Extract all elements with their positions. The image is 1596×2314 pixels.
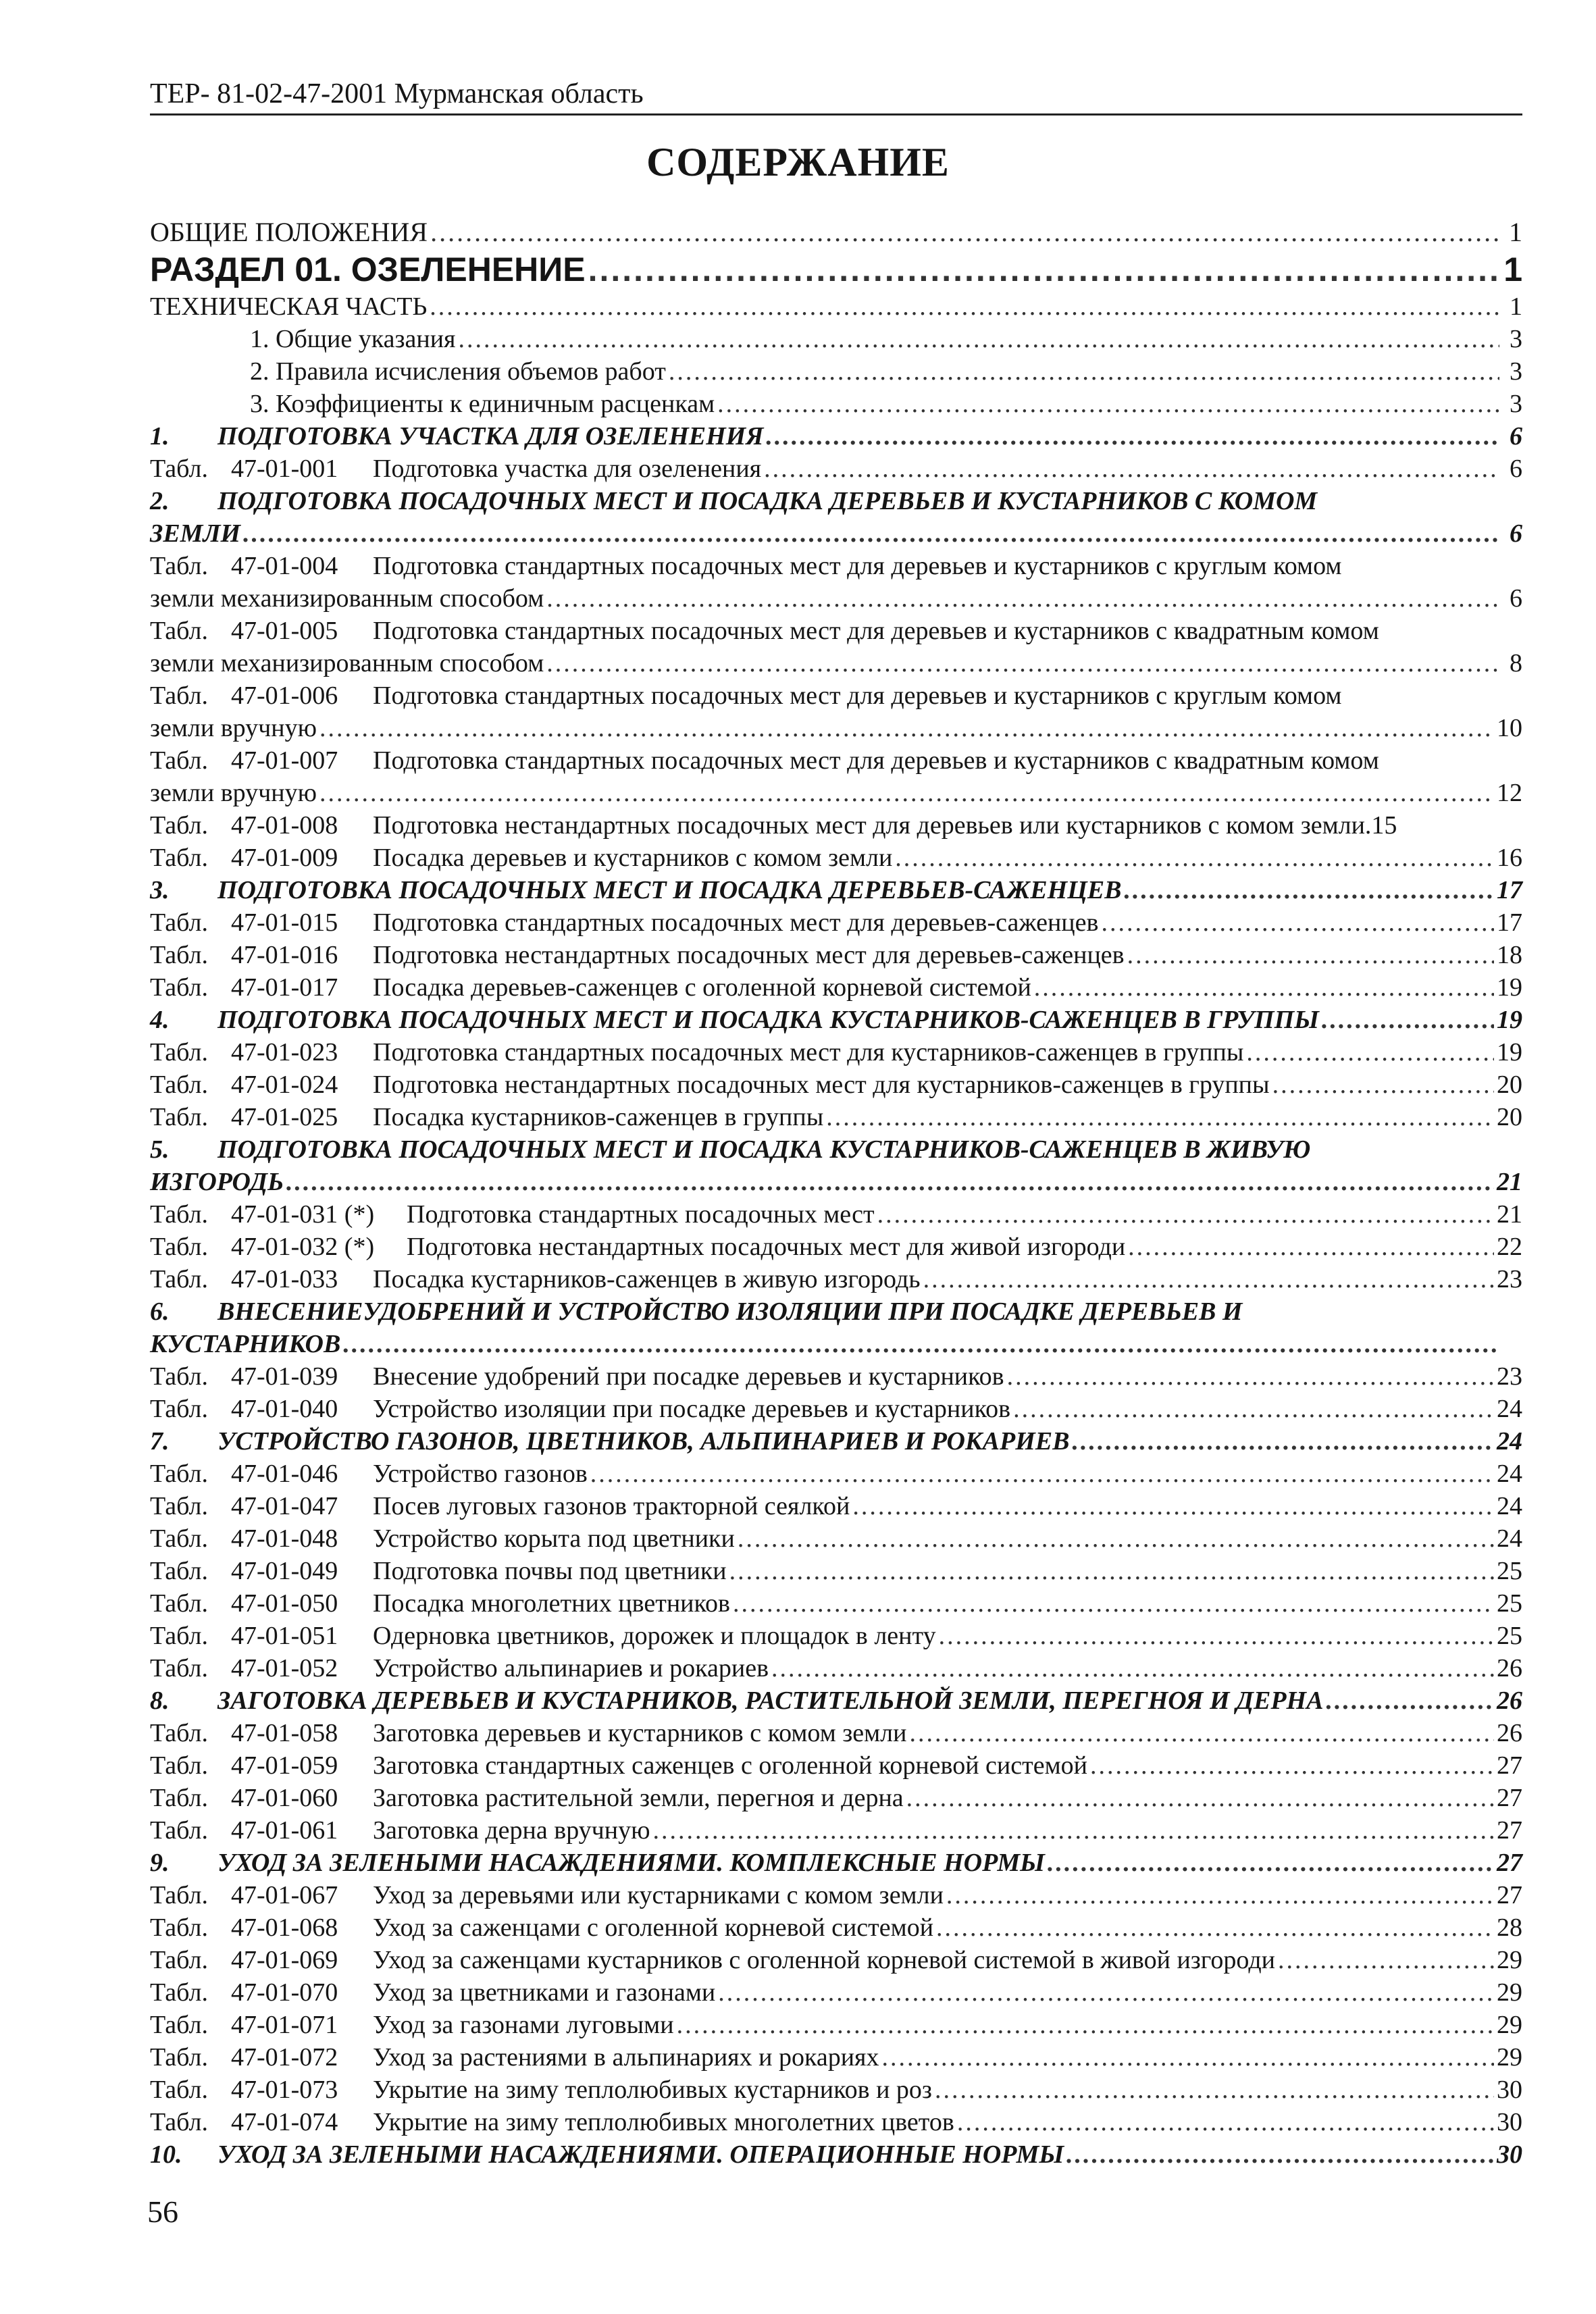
toc-table-entry-line2[interactable]: земли вручную ..... 12 — [150, 777, 1522, 809]
toc-table-entry[interactable]: Табл. 47-01-039 Внесение удобрений при посадке деревьев и кустарников ..... 23 — [150, 1360, 1522, 1393]
toc-table-entry[interactable]: Табл. 47-01-051 Одерновка цветников, дорожек и площадок в ленту ..... 25 — [150, 1620, 1522, 1652]
toc-table-entry[interactable]: Табл. 47-01-058 Заготовка деревьев и кустарников с комом земли ..... 26 — [150, 1717, 1522, 1749]
table-of-contents — [150, 216, 1522, 2171]
toc-table-entry[interactable]: Табл. 47-01-017 Посадка деревьев-саженцев с оголенной корневой системой ..... 19 — [150, 971, 1522, 1004]
toc-table-entry[interactable]: Табл. 47-01-072 Уход за растениями в альпинариях и рокариях ..... 29 — [150, 2041, 1522, 2074]
toc-table-entry[interactable]: Табл. 47-01-070 Уход за цветниками и газонами ..... 29 — [150, 1976, 1522, 2009]
toc-table-entry-line1[interactable]: Табл. 47-01-007 Подготовка стандартных посадочных мест для деревьев и кустарников с квадратным комом — [150, 746, 1379, 775]
toc-table-entry-line1[interactable]: Табл. 47-01-006 Подготовка стандартных посадочных мест для деревьев и кустарников с круглым комом — [150, 682, 1342, 710]
toc-table-entry-line2[interactable]: земли механизированным способом ..... 8 — [150, 647, 1522, 679]
toc-table-entry[interactable]: Табл. 47-01-015 Подготовка стандартных посадочных мест для деревьев-саженцев ..... 17 — [150, 906, 1522, 939]
toc-table-entry[interactable]: Табл. 47-01-001 Подготовка участка для озеленения ..... 6 — [150, 453, 1522, 485]
toc-table-entry[interactable]: Табл. 47-01-009 Посадка деревьев и кустарников с комом земли ..... 16 — [150, 842, 1522, 874]
header-rule — [150, 113, 1522, 115]
toc-section-1[interactable]: 1. ПОДГОТОВКА УЧАСТКА ДЛЯ ОЗЕЛЕНЕНИЯ ..... 6 — [150, 420, 1522, 453]
toc-table-entry[interactable]: Табл. 47-01-052 Устройство альпинариев и рокариев ..... 26 — [150, 1652, 1522, 1685]
toc-table-entry[interactable]: Табл. 47-01-047 Посев луговых газонов тракторной сеялкой ..... 24 — [150, 1490, 1522, 1522]
toc-table-entry[interactable]: Табл. 47-01-046 Устройство газонов ..... 24 — [150, 1458, 1522, 1490]
toc-entry-tech[interactable]: ТЕХНИЧЕСКАЯ ЧАСТЬ ..... 1 — [150, 290, 1522, 323]
toc-table-entry-line2[interactable]: земли вручную ..... 10 — [150, 712, 1522, 744]
running-header: ТЕР- 81-02-47-2001 Мурманская область — [150, 78, 644, 109]
toc-table-entry[interactable]: Табл. 47-01-023 Подготовка стандартных посадочных мест для кустарников-саженцев в группы ..... 19 — [150, 1036, 1522, 1069]
toc-table-entry[interactable]: Табл. 47-01-008 Подготовка нестандартных посадочных мест для деревьев или кустарников с комом земли. 15 — [150, 811, 1397, 840]
toc-section-10[interactable]: 10. УХОД ЗА ЗЕЛЕНЫМИ НАСАЖДЕНИЯМИ. ОПЕРАЦИОННЫЕ НОРМЫ ..... 30 — [150, 2138, 1522, 2171]
toc-section-5-line2[interactable]: ИЗГОРОДЬ ..... 21 — [150, 1166, 1522, 1198]
toc-table-entry[interactable]: Табл. 47-01-068 Уход за саженцами с оголенной корневой системой ..... 28 — [150, 1911, 1522, 1944]
toc-table-entry[interactable]: Табл. 47-01-032 (*) Подготовка нестандартных посадочных мест для живой изгороди ..... 22 — [150, 1231, 1522, 1263]
toc-entry-general[interactable]: ОБЩИЕ ПОЛОЖЕНИЯ ..... 1 — [150, 216, 1522, 249]
toc-table-entry[interactable]: Табл. 47-01-049 Подготовка почвы под цветники ..... 25 — [150, 1555, 1522, 1587]
toc-table-entry[interactable]: Табл. 47-01-025 Посадка кустарников-саженцев в группы ..... 20 — [150, 1101, 1522, 1133]
toc-section-8[interactable]: 8. ЗАГОТОВКА ДЕРЕВЬЕВ И КУСТАРНИКОВ, РАСТИТЕЛЬНОЙ ЗЕМЛИ, ПЕРЕГНОЯ И ДЕРНА ..... 26 — [150, 1685, 1522, 1717]
toc-table-entry[interactable]: Табл. 47-01-069 Уход за саженцами кустарников с оголенной корневой системой в живой изгороди ..... 29 — [150, 1944, 1522, 1976]
toc-table-entry[interactable]: Табл. 47-01-071 Уход за газонами луговыми ..... 29 — [150, 2009, 1522, 2041]
toc-section-4[interactable]: 4. ПОДГОТОВКА ПОСАДОЧНЫХ МЕСТ И ПОСАДКА КУСТАРНИКОВ-САЖЕНЦЕВ В ГРУППЫ ..... 19 — [150, 1004, 1522, 1036]
toc-table-entry[interactable]: Табл. 47-01-074 Укрытие на зиму теплолюбивых многолетних цветов ..... 30 — [150, 2106, 1522, 2138]
toc-entry-sub2[interactable]: 2. Правила исчисления объемов работ ..... 3 — [150, 355, 1522, 388]
toc-table-entry[interactable]: Табл. 47-01-073 Укрытие на зиму теплолюбивых кустарников и роз ..... 30 — [150, 2074, 1522, 2106]
toc-table-entry[interactable]: Табл. 47-01-060 Заготовка растительной земли, перегноя и дерна ..... 27 — [150, 1782, 1522, 1814]
toc-section-2-line1[interactable]: 2. ПОДГОТОВКА ПОСАДОЧНЫХ МЕСТ И ПОСАДКА ДЕРЕВЬЕВ И КУСТАРНИКОВ С КОМОМ — [150, 487, 1318, 515]
toc-table-entry-line2[interactable]: земли механизированным способом ..... 6 — [150, 582, 1522, 615]
page-number: 56 — [147, 2194, 178, 2229]
toc-table-entry[interactable]: Табл. 47-01-024 Подготовка нестандартных посадочных мест для кустарников-саженцев в группы ..... 20 — [150, 1069, 1522, 1101]
toc-section-9[interactable]: 9. УХОД ЗА ЗЕЛЕНЫМИ НАСАЖДЕНИЯМИ. КОМПЛЕКСНЫЕ НОРМЫ ..... 27 — [150, 1847, 1522, 1879]
toc-entry-sub1[interactable]: 1. Общие указания ..... 3 — [150, 323, 1522, 355]
toc-table-entry[interactable]: Табл. 47-01-016 Подготовка нестандартных посадочных мест для деревьев-саженцев ..... 18 — [150, 939, 1522, 971]
toc-entry-sub3[interactable]: 3. Коэффициенты к единичным расценкам ..... 3 — [150, 388, 1522, 420]
toc-table-entry-line1[interactable]: Табл. 47-01-004 Подготовка стандартных посадочных мест для деревьев и кустарников с круглым комом — [150, 552, 1342, 580]
toc-section-5-line1[interactable]: 5. ПОДГОТОВКА ПОСАДОЧНЫХ МЕСТ И ПОСАДКА КУСТАРНИКОВ-САЖЕНЦЕВ В ЖИВУЮ — [150, 1135, 1311, 1164]
toc-section-6-line1[interactable]: 6. ВНЕСЕНИЕУДОБРЕНИЙ И УСТРОЙСТВО ИЗОЛЯЦИИ ПРИ ПОСАДКЕ ДЕРЕВЬЕВ И — [150, 1297, 1243, 1326]
page-title: СОДЕРЖАНИЕ — [646, 140, 950, 184]
toc-table-entry-line1[interactable]: Табл. 47-01-005 Подготовка стандартных посадочных мест для деревьев и кустарников с квадратным комом — [150, 617, 1379, 645]
toc-table-entry[interactable]: Табл. 47-01-067 Уход за деревьями или кустарниками с комом земли ..... 27 — [150, 1879, 1522, 1911]
toc-table-entry[interactable]: Табл. 47-01-033 Посадка кустарников-саженцев в живую изгородь ..... 23 — [150, 1263, 1522, 1295]
toc-section-6-line2[interactable]: КУСТАРНИКОВ ..... — [150, 1328, 1522, 1360]
toc-table-entry[interactable]: Табл. 47-01-050 Посадка многолетних цветников ..... 25 — [150, 1587, 1522, 1620]
toc-table-entry[interactable]: Табл. 47-01-031 (*) Подготовка стандартных посадочных мест ..... 21 — [150, 1198, 1522, 1231]
toc-section-3[interactable]: 3. ПОДГОТОВКА ПОСАДОЧНЫХ МЕСТ И ПОСАДКА ДЕРЕВЬЕВ-САЖЕНЦЕВ ..... 17 — [150, 874, 1522, 906]
toc-table-entry[interactable]: Табл. 47-01-061 Заготовка дерна вручную ..... 27 — [150, 1814, 1522, 1847]
toc-section-7[interactable]: 7. УСТРОЙСТВО ГАЗОНОВ, ЦВЕТНИКОВ, АЛЬПИНАРИЕВ И РОКАРИЕВ ..... 24 — [150, 1425, 1522, 1458]
toc-table-entry[interactable]: Табл. 47-01-040 Устройство изоляции при посадке деревьев и кустарников ..... 24 — [150, 1393, 1522, 1425]
toc-table-entry[interactable]: Табл. 47-01-059 Заготовка стандартных саженцев с оголенной корневой системой ..... 27 — [150, 1749, 1522, 1782]
toc-table-entry[interactable]: Табл. 47-01-048 Устройство корыта под цветники ..... 24 — [150, 1522, 1522, 1555]
toc-section-2-line2[interactable]: ЗЕМЛИ ..... 6 — [150, 517, 1522, 550]
toc-entry-razdel[interactable]: РАЗДЕЛ 01. ОЗЕЛЕНЕНИЕ ..... 1 — [150, 249, 1522, 290]
